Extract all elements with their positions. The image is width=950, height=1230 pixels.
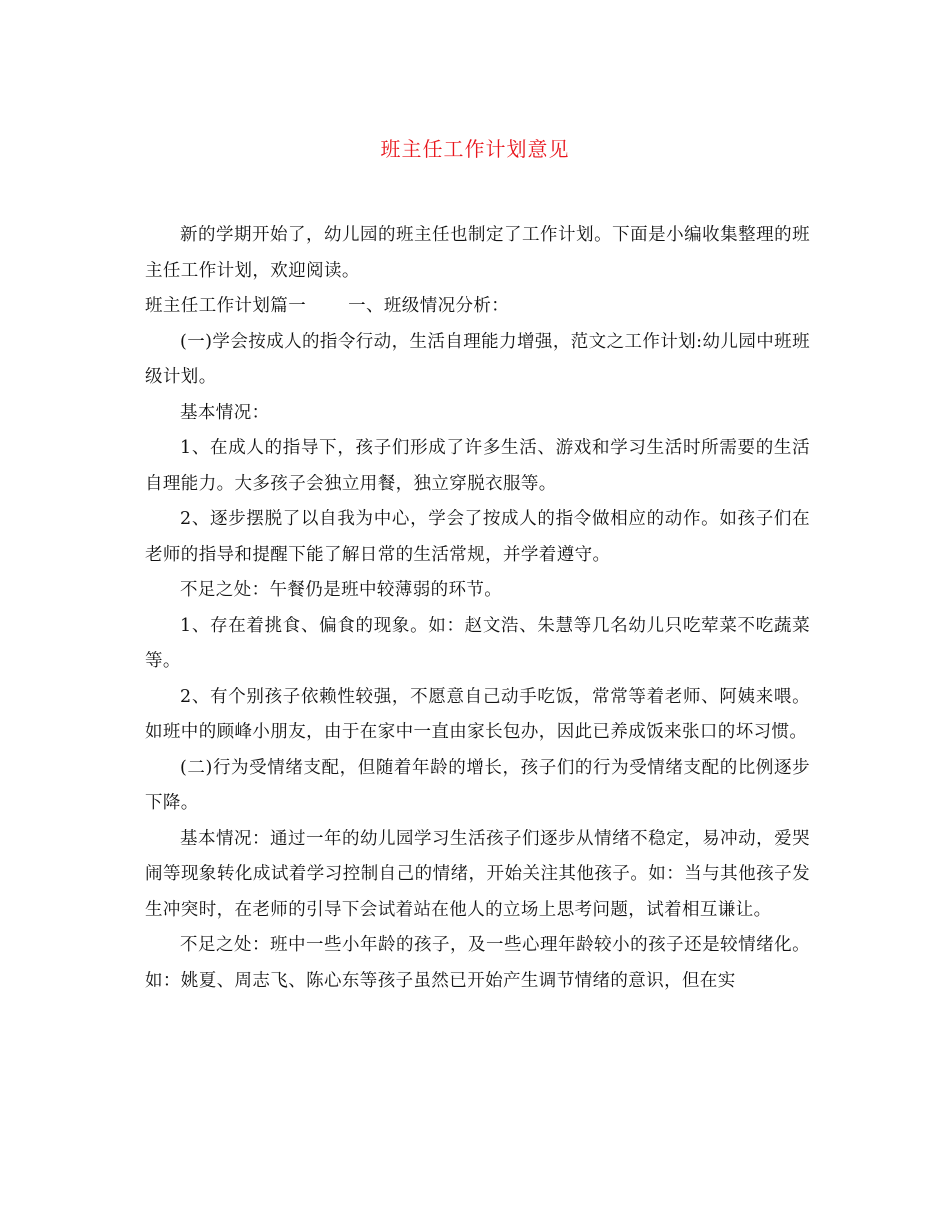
section-heading-line — [145, 289, 810, 325]
paragraph-10: 不足之处：班中一些小年龄的孩子，及一些心理年龄较小的孩子还是较情绪化。如：姚夏、周志飞、陈心东等孩子虽然已开始产生调节情绪的意识，但在实 — [145, 935, 810, 991]
paragraph-8: (二)行为受情绪支配，但随着年龄的增长，孩子们的行为受情绪支配的比例逐步下降。 — [145, 757, 810, 813]
paragraph-2: 基本情况： — [180, 402, 270, 423]
paragraph-3: 1、在成人的指导下，孩子们形成了许多生活、游戏和学习生活时所需要的生活自理能力。大多孩子会独立用餐，独立穿脱衣服等。 — [145, 438, 810, 494]
analysis-heading: 一、班级情况分析： — [348, 296, 510, 316]
document-body — [145, 218, 810, 999]
document-title: 班主任工作计划意见 — [380, 137, 570, 161]
paragraph-4: 2、逐步摆脱了以自我为中心，学会了按成人的指令做相应的动作。如孩子们在老师的指导和提醒下能了解日常的生活常规，并学着遵守。 — [145, 509, 810, 565]
plan-heading: 班主任工作计划篇一 — [145, 296, 307, 316]
paragraph-5: 不足之处：午餐仍是班中较薄弱的环节。 — [180, 580, 503, 600]
paragraph-6: 1、存在着挑食、偏食的现象。如：赵文浩、朱慧等几名幼儿只吃荤菜不吃蔬菜等。 — [145, 615, 810, 671]
intro-paragraph: 新的学期开始了，幼儿园的班主任也制定了工作计划。下面是小编收集整理的班主任工作计划，欢迎阅读。 — [145, 225, 810, 281]
paragraph-1: (一)学会按成人的指令行动，生活自理能力增强，范文之工作计划:幼儿园中班班级计划。 — [145, 331, 810, 387]
paragraph-7: 2、有个别孩子依赖性较强，不愿意自己动手吃饭，常常等着老师、阿姨来喂。如班中的顾峰小朋友，由于在家中一直由家长包办，因此已养成饭来张口的坏习惯。 — [145, 686, 810, 742]
paragraph-9: 基本情况：通过一年的幼儿园学习生活孩子们逐步从情绪不稳定，易冲动，爱哭闹等现象转化成试着学习控制自己的情绪，开始关注其他孩子。如：当与其他孩子发生冲突时，在老师的引导下会试着站在他人的立场上思考问题，试着相互谦让。 — [145, 828, 810, 920]
